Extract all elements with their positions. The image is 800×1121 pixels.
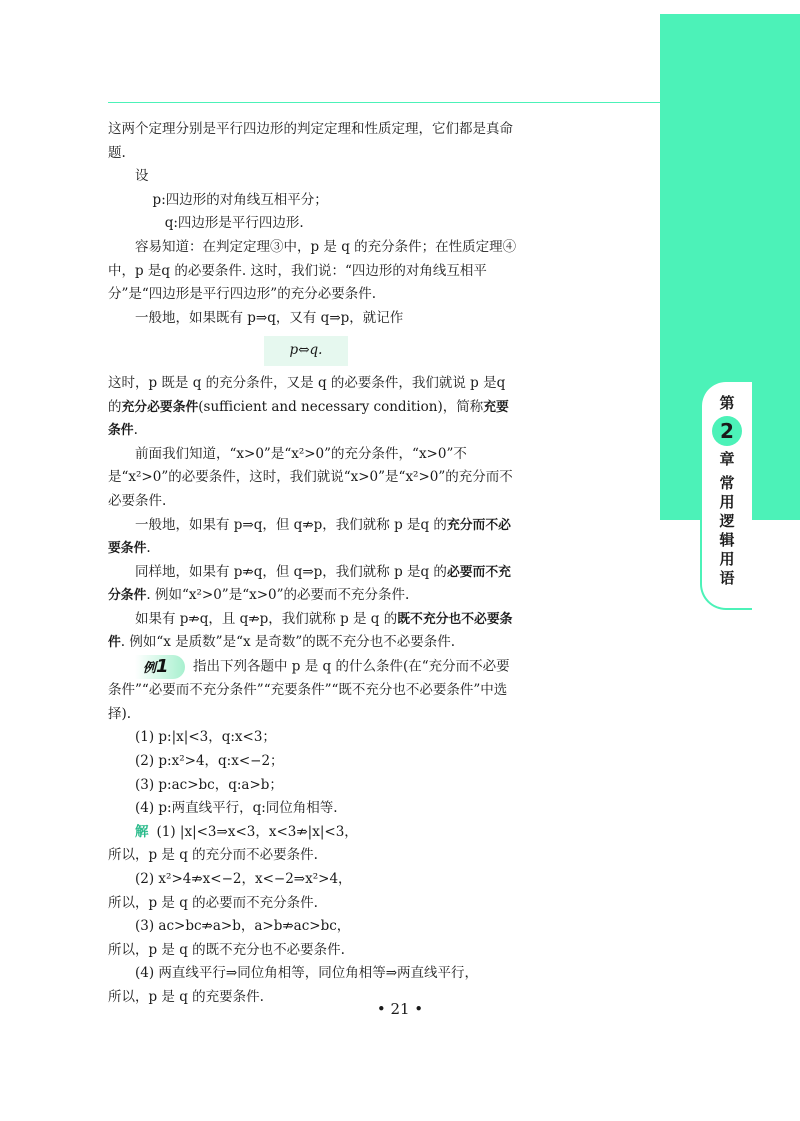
example-question — [108, 655, 520, 726]
solution-line: 所以，p 是 q 的既不充分也不必要条件. — [108, 941, 345, 958]
example-item: (3) p:ac>bc，q:a>b； — [135, 776, 283, 793]
text-run: . — [146, 540, 151, 557]
chapter-prefix: 第 — [719, 394, 735, 412]
keyword: 充分必要条件 — [121, 399, 199, 415]
keyword: 充分而不必要条件 — [108, 517, 511, 557]
text-run: (1) |x|<3⇒x<3，x<3⇏|x|<3， — [156, 823, 358, 840]
keyword: 既不充分也不必要条件 — [108, 611, 513, 651]
solution-line: (4) 两直线平行⇒同位角相等，同位角相等⇒两直线平行， — [135, 965, 479, 982]
chapter-title-char: 逻 — [719, 512, 735, 530]
solution-line: (2) x²>4⇏x<−2，x<−2⇒x²>4， — [135, 870, 352, 887]
page-number: • 21 • — [376, 1000, 424, 1018]
example-badge-word: 例 — [143, 661, 157, 677]
chapter-tab — [700, 380, 752, 610]
paragraph — [108, 608, 520, 655]
chapter-title-char: 语 — [719, 569, 735, 587]
solution-label: 解 — [135, 823, 149, 840]
definition-p: p:四边形的对角线互相平分； — [152, 191, 328, 208]
header-rule — [108, 102, 660, 103]
example-item: (4) p:两直线平行，q:同位角相等. — [135, 800, 338, 817]
formula-box: p⇔q. — [264, 336, 348, 366]
solution-line: 所以，p 是 q 的必要而不充分条件. — [108, 894, 318, 911]
text-run: . — [133, 422, 138, 439]
chapter-title-char: 常 — [719, 474, 735, 492]
paragraph: 容易知道：在判定定理③中，p 是 q 的充分条件；在性质定理④中，p 是q 的必要条件. 这时，我们说：“四边形的对角线互相平分”是“四边形是平行四边形”的充分必要条件. — [108, 238, 517, 303]
text-run: 指出下列各题中 p 是 q 的什么条件(在“充分而不必要条件”“必要而不充分条件”“充要条件”“既不充分也不必要条件”中选择). — [108, 658, 510, 722]
paragraph — [108, 561, 520, 608]
solution-line: 所以，p 是 q 的充分而不必要条件. — [108, 847, 318, 864]
example-badge-number: 1 — [156, 656, 169, 678]
keyword: 充要条件 — [108, 399, 509, 439]
chapter-title — [718, 474, 736, 588]
chapter-title-char: 用 — [719, 550, 735, 568]
paragraph: 这两个定理分别是平行四边形的判定定理和性质定理，它们都是真命题. — [108, 121, 513, 161]
example-badge — [135, 655, 185, 679]
paragraph: 设 — [135, 168, 149, 185]
text-run: 一般地，如果有 p⇒q，但 q⇏p，我们就称 p 是q 的 — [135, 516, 447, 533]
paragraph: 前面我们知道，“x>0”是“x²>0”的充分条件，“x>0”不是“x²>0”的必要条件，这时，我们就说“x>0”是“x²>0”的充分而不必要条件. — [108, 445, 513, 509]
solution-line: (3) ac>bc⇏a>b，a>b⇏ac>bc， — [135, 918, 351, 935]
chapter-title-char: 用 — [719, 493, 735, 511]
text-run: 这时，p 既是 q 的充分条件，又是 q 的必要条件，我们就说 p 是q 的 — [108, 374, 506, 415]
solution-line: 所以，p 是 q 的充要条件. — [108, 988, 264, 1005]
chapter-suffix: 章 — [719, 450, 735, 468]
paragraph — [108, 372, 520, 443]
text-run: 同样地，如果有 p⇏q，但 q⇒p，我们就称 p 是q 的 — [135, 563, 447, 580]
chapter-number: 2 — [712, 416, 742, 446]
text-run: (sufficient and necessary condition)，简称 — [198, 398, 484, 415]
keyword: 必要而不充分条件 — [108, 564, 511, 604]
page-body — [108, 118, 520, 1009]
paragraph: 一般地，如果既有 p⇒q，又有 q⇒p，就记作 — [135, 309, 404, 326]
text-run: . 例如“x 是质数”是“x 是奇数”的既不充分也不必要条件. — [120, 634, 456, 651]
example-item: (1) p:|x|<3，q:x<3； — [135, 729, 276, 746]
definition-q: q:四边形是平行四边形. — [164, 215, 304, 232]
paragraph — [108, 514, 520, 561]
text-run: 如果有 p⇏q，且 q⇏p，我们就称 p 是 q 的 — [135, 610, 398, 627]
text-run: . 例如“x²>0”是“x>0”的必要而不充分条件. — [146, 587, 410, 604]
example-item: (2) p:x²>4，q:x<−2； — [135, 752, 284, 769]
solution-line — [108, 821, 520, 845]
chapter-title-char: 辑 — [719, 531, 735, 549]
